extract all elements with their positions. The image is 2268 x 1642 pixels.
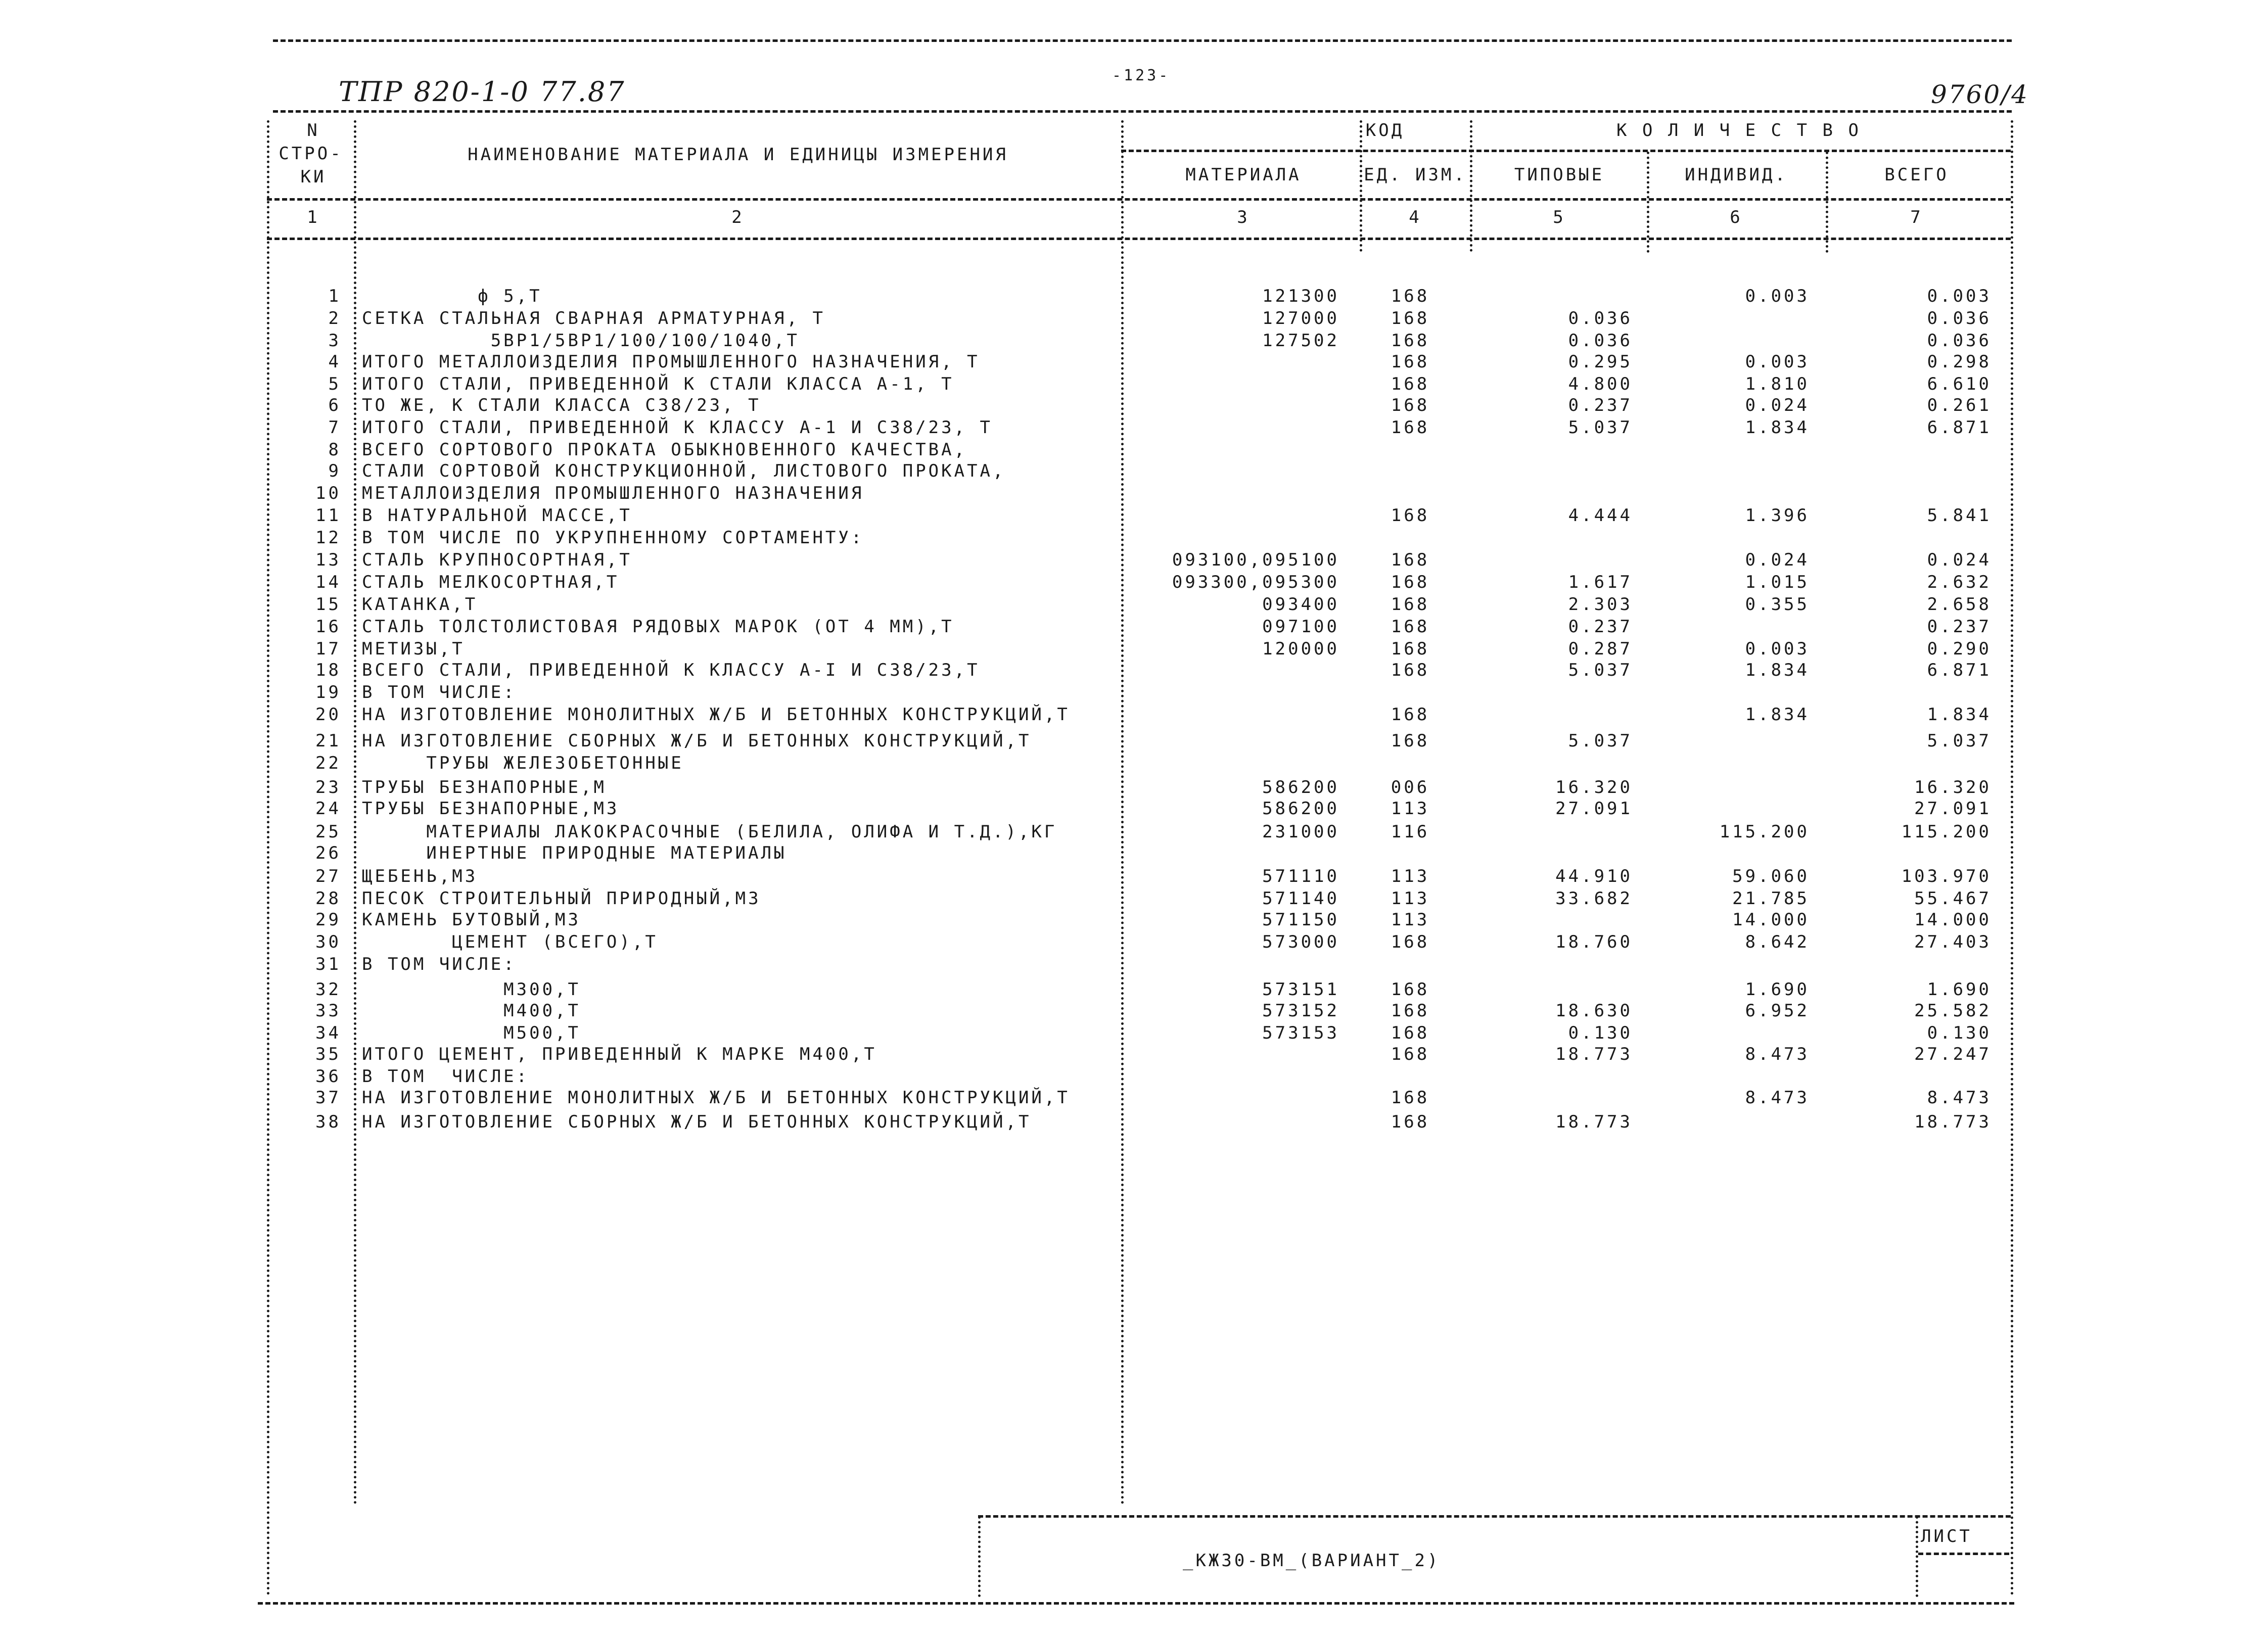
header-underline	[273, 110, 2012, 113]
row-typical: 4.800	[1568, 374, 1633, 394]
col-n-header-line3: КИ	[300, 167, 327, 187]
row-number: 27	[315, 866, 341, 886]
row-total: 0.298	[1927, 352, 1992, 372]
row-name: СТАЛИ СОРТОВОЙ КОНСТРУКЦИОННОЙ, ЛИСТОВОГО ПРОКАТА,	[362, 461, 1006, 481]
row-name: МЕТАЛЛОИЗДЕЛИЯ ПРОМЫШЛЕННОГО НАЗНАЧЕНИЯ	[362, 483, 864, 503]
row-total: 0.130	[1927, 1023, 1992, 1043]
row-name: В ТОМ ЧИСЛЕ:	[362, 1066, 530, 1087]
header-group-rule	[1121, 150, 2011, 152]
row-number: 11	[315, 505, 341, 526]
row-code: 231000	[1262, 822, 1339, 842]
row-typical: 5.037	[1568, 731, 1633, 751]
row-code: 573000	[1262, 932, 1339, 952]
row-typical: 0.237	[1568, 395, 1633, 415]
col-qty-individual-header: ИНДИВИД.	[1685, 165, 1788, 185]
col-number-3: 3	[1237, 207, 1250, 227]
row-typical: 1.617	[1568, 572, 1633, 592]
row-name: СТАЛЬ ТОЛСТОЛИСТОВАЯ РЯДОВЫХ МАРОК (ОТ 4 ММ),Т	[362, 617, 954, 637]
row-unit: 168	[1391, 417, 1430, 438]
col-number-4: 4	[1409, 207, 1422, 227]
row-typical: 44.910	[1555, 866, 1633, 886]
row-number: 23	[315, 777, 341, 797]
row-typical: 33.682	[1555, 888, 1633, 909]
row-unit: 168	[1391, 1001, 1430, 1021]
col-name-divider	[1121, 120, 1124, 1505]
row-unit: 168	[1391, 932, 1430, 952]
row-unit: 168	[1391, 617, 1430, 637]
row-number: 10	[315, 483, 341, 503]
row-total: 16.320	[1914, 777, 1992, 797]
row-name: МЕТИЗЫ,Т	[362, 639, 465, 659]
row-total: 6.871	[1927, 660, 1992, 680]
row-name: КАТАНКА,Т	[362, 594, 478, 615]
row-name: СЕТКА СТАЛЬНАЯ СВАРНАЯ АРМАТУРНАЯ, Т	[362, 308, 825, 329]
row-name: КАМЕНЬ БУТОВЫЙ,М3	[362, 910, 581, 930]
row-code: 571110	[1262, 866, 1339, 886]
row-name: ИНЕРТНЫЕ ПРИРОДНЫЕ МАТЕРИАЛЫ	[362, 843, 787, 863]
row-individual: 0.024	[1745, 395, 1810, 415]
row-number: 30	[315, 932, 341, 952]
top-border-line	[273, 39, 2012, 42]
sheet-label-divider	[1916, 1516, 1918, 1597]
row-total: 2.658	[1927, 594, 1992, 615]
row-individual: 0.003	[1745, 352, 1810, 372]
row-unit: 168	[1391, 639, 1430, 659]
row-number: 16	[315, 617, 341, 637]
row-name: ИТОГО ЦЕМЕНТ, ПРИВЕДЕННЫЙ К МАРКЕ М400,Т	[362, 1044, 877, 1064]
row-unit: 168	[1391, 308, 1430, 329]
row-individual: 8.642	[1745, 932, 1810, 952]
row-typical: 18.760	[1555, 932, 1633, 952]
row-number: 8	[328, 440, 341, 460]
row-typical: 27.091	[1555, 799, 1633, 819]
col-qty-total-header: ВСЕГО	[1884, 165, 1949, 185]
row-number: 38	[315, 1112, 341, 1132]
row-individual: 1.810	[1745, 374, 1810, 394]
row-name: М400,Т	[362, 1001, 581, 1021]
row-individual: 6.952	[1745, 1001, 1810, 1021]
row-total: 0.036	[1927, 308, 1992, 329]
row-unit: 168	[1391, 594, 1430, 615]
row-number: 24	[315, 799, 341, 819]
row-total: 0.237	[1927, 617, 1992, 637]
row-individual: 1.396	[1745, 505, 1810, 526]
row-name: СТАЛЬ КРУПНОСОРТНАЯ,Т	[362, 550, 632, 570]
row-code: 586200	[1262, 799, 1339, 819]
row-unit: 113	[1391, 888, 1430, 909]
row-total: 1.690	[1927, 979, 1992, 1000]
row-total: 6.871	[1927, 417, 1992, 438]
row-unit: 168	[1391, 395, 1430, 415]
row-unit: 168	[1391, 705, 1430, 725]
row-unit: 168	[1391, 331, 1430, 351]
row-name: ЩЕБЕНЬ,М3	[362, 866, 478, 886]
row-code: 573153	[1262, 1023, 1339, 1043]
row-number: 22	[315, 753, 341, 773]
row-unit: 113	[1391, 910, 1430, 930]
row-total: 27.091	[1914, 799, 1992, 819]
col-number-1: 1	[307, 207, 320, 227]
row-number: 26	[315, 843, 341, 863]
row-number: 37	[315, 1088, 341, 1108]
row-individual: 1.834	[1745, 705, 1810, 725]
row-number: 29	[315, 910, 341, 930]
col-code-material-header: МАТЕРИАЛА	[1185, 165, 1302, 185]
row-code: 573152	[1262, 1001, 1339, 1021]
row-number: 12	[315, 528, 341, 548]
row-total: 5.037	[1927, 731, 1992, 751]
row-unit: 168	[1391, 731, 1430, 751]
col-qty-group-header: К О Л И Ч Е С Т В О	[1616, 120, 1861, 140]
col-number-7: 7	[1910, 207, 1923, 227]
row-typical: 0.036	[1568, 308, 1633, 329]
row-code: 127502	[1262, 331, 1339, 351]
row-unit: 116	[1391, 822, 1430, 842]
row-individual: 8.473	[1745, 1044, 1810, 1064]
sheet-label: ЛИСТ	[1921, 1526, 1972, 1546]
col-code-unit-header: ЕД. ИЗМ.	[1364, 165, 1467, 185]
row-total: 14.000	[1914, 910, 1992, 930]
row-code: 571150	[1262, 910, 1339, 930]
row-total: 0.290	[1927, 639, 1992, 659]
row-individual: 0.355	[1745, 594, 1810, 615]
row-number: 35	[315, 1044, 341, 1064]
row-code: 093400	[1262, 594, 1339, 615]
row-typical: 0.237	[1568, 617, 1633, 637]
row-total: 103.970	[1901, 866, 1992, 886]
row-total: 25.582	[1914, 1001, 1992, 1021]
row-typical: 18.630	[1555, 1001, 1633, 1021]
row-unit: 168	[1391, 1023, 1430, 1043]
row-unit: 168	[1391, 660, 1430, 680]
row-name: ИТОГО СТАЛИ, ПРИВЕДЕННОЙ К КЛАССУ А-1 И С38/23, Т	[362, 417, 993, 438]
row-number: 3	[328, 331, 341, 351]
row-number: 19	[315, 682, 341, 702]
row-number: 17	[315, 639, 341, 659]
row-total: 27.247	[1914, 1044, 1992, 1064]
row-total: 0.003	[1927, 286, 1992, 306]
row-code: 093100,095100	[1172, 550, 1339, 570]
col-number-2: 2	[731, 207, 745, 227]
row-total: 115.200	[1901, 822, 1992, 842]
row-number: 15	[315, 594, 341, 615]
sheet-label-rule	[1918, 1553, 2009, 1555]
stamp-code: _КЖ30-ВМ_(ВАРИАНТ_2)	[1183, 1551, 1441, 1571]
row-name: ИТОГО МЕТАЛЛОИЗДЕЛИЯ ПРОМЫШЛЕННОГО НАЗНАЧЕНИЯ, Т	[362, 352, 980, 372]
row-individual: 1.834	[1745, 660, 1810, 680]
row-name: В ТОМ ЧИСЛЕ:	[362, 682, 517, 702]
row-number: 4	[328, 352, 341, 372]
row-total: 2.632	[1927, 572, 1992, 592]
row-name: 5ВР1/5ВР1/100/100/1040,Т	[362, 331, 800, 351]
row-unit: 168	[1391, 505, 1430, 526]
row-number: 13	[315, 550, 341, 570]
row-name: ВСЕГО СОРТОВОГО ПРОКАТА ОБЫКНОВЕННОГО КАЧЕСТВА,	[362, 440, 967, 460]
row-individual: 8.473	[1745, 1088, 1810, 1108]
row-total: 18.773	[1914, 1112, 1992, 1132]
row-unit: 168	[1391, 572, 1430, 592]
row-total: 27.403	[1914, 932, 1992, 952]
row-typical: 4.444	[1568, 505, 1633, 526]
row-name: ПЕСОК СТРОИТЕЛЬНЫЙ ПРИРОДНЫЙ,М3	[362, 888, 761, 909]
row-code: 121300	[1262, 286, 1339, 306]
row-typical: 2.303	[1568, 594, 1633, 615]
row-code: 097100	[1262, 617, 1339, 637]
row-unit: 168	[1391, 286, 1430, 306]
row-total: 0.024	[1927, 550, 1992, 570]
row-code: 127000	[1262, 308, 1339, 329]
row-number: 34	[315, 1023, 341, 1043]
row-number: 20	[315, 705, 341, 725]
row-total: 1.834	[1927, 705, 1992, 725]
row-unit: 168	[1391, 1088, 1430, 1108]
row-unit: 113	[1391, 866, 1430, 886]
row-total: 0.261	[1927, 395, 1992, 415]
row-name: ф 5,Т	[362, 286, 542, 306]
page-number: -123-	[1112, 67, 1171, 84]
row-individual: 21.785	[1732, 888, 1810, 909]
row-name: В НАТУРАЛЬНОЙ МАССЕ,Т	[362, 505, 632, 526]
row-individual: 0.003	[1745, 639, 1810, 659]
row-unit: 168	[1391, 979, 1430, 1000]
row-unit: 168	[1391, 352, 1430, 372]
col-n-divider	[354, 120, 356, 1505]
row-individual: 115.200	[1719, 822, 1810, 842]
row-unit: 113	[1391, 799, 1430, 819]
row-number: 18	[315, 660, 341, 680]
row-number: 5	[328, 374, 341, 394]
row-typical: 0.130	[1568, 1023, 1633, 1043]
row-unit: 168	[1391, 550, 1430, 570]
row-unit: 168	[1391, 1112, 1430, 1132]
col-n-header-line1: N	[307, 120, 320, 140]
row-name: В ТОМ ЧИСЛЕ:	[362, 954, 517, 974]
row-typical: 18.773	[1555, 1044, 1633, 1064]
col-qty-typical-header: ТИПОВЫЕ	[1514, 165, 1605, 185]
row-individual: 1.015	[1745, 572, 1810, 592]
row-name: НА ИЗГОТОВЛЕНИЕ СБОРНЫХ Ж/Б И БЕТОННЫХ КОНСТРУКЦИЙ,Т	[362, 1112, 1032, 1132]
row-number: 1	[328, 286, 341, 306]
row-number: 32	[315, 979, 341, 1000]
row-number: 7	[328, 417, 341, 438]
row-number: 25	[315, 822, 341, 842]
row-total: 0.036	[1927, 331, 1992, 351]
row-number: 31	[315, 954, 341, 974]
row-total: 6.610	[1927, 374, 1992, 394]
row-total: 55.467	[1914, 888, 1992, 909]
row-typical: 16.320	[1555, 777, 1633, 797]
bottom-border-line	[258, 1602, 2014, 1605]
header-bottom-rule	[267, 198, 2011, 201]
row-typical: 18.773	[1555, 1112, 1633, 1132]
row-name: М300,Т	[362, 979, 581, 1000]
row-number: 28	[315, 888, 341, 909]
row-number: 2	[328, 308, 341, 329]
column-numbers-rule	[267, 238, 2011, 240]
row-name: МАТЕРИАЛЫ ЛАКОКРАСОЧНЫЕ (БЕЛИЛА, ОЛИФА И Т.Д.),КГ	[362, 822, 1057, 842]
row-total: 8.473	[1927, 1088, 1992, 1108]
row-name: ТРУБЫ БЕЗНАПОРНЫЕ,М3	[362, 799, 620, 819]
row-name: М500,Т	[362, 1023, 581, 1043]
row-individual: 1.690	[1745, 979, 1810, 1000]
row-number: 6	[328, 395, 341, 415]
row-name: ЦЕМЕНТ (ВСЕГО),Т	[362, 932, 658, 952]
row-typical: 5.037	[1568, 660, 1633, 680]
row-number: 9	[328, 461, 341, 481]
col-number-6: 6	[1730, 207, 1743, 227]
row-name: НА ИЗГОТОВЛЕНИЕ МОНОЛИТНЫХ Ж/Б И БЕТОННЫХ КОНСТРУКЦИЙ,Т	[362, 705, 1070, 725]
table-right-border	[2011, 120, 2013, 1596]
row-unit: 006	[1391, 777, 1430, 797]
stamp-left-border	[978, 1516, 981, 1597]
row-unit: 168	[1391, 1044, 1430, 1064]
archive-number: 9760/4	[1931, 80, 2029, 109]
row-number: 36	[315, 1066, 341, 1087]
row-total: 5.841	[1927, 505, 1992, 526]
row-number: 33	[315, 1001, 341, 1021]
row-name: НА ИЗГОТОВЛЕНИЕ СБОРНЫХ Ж/Б И БЕТОННЫХ КОНСТРУКЦИЙ,Т	[362, 731, 1032, 751]
row-number: 21	[315, 731, 341, 751]
row-name: ТРУБЫ ЖЕЛЕЗОБЕТОННЫЕ	[362, 753, 684, 773]
row-individual: 14.000	[1732, 910, 1810, 930]
row-number: 14	[315, 572, 341, 592]
row-unit: 168	[1391, 374, 1430, 394]
col-number-5: 5	[1553, 207, 1566, 227]
row-code: 093300,095300	[1172, 572, 1339, 592]
row-code: 571140	[1262, 888, 1339, 909]
row-individual: 59.060	[1732, 866, 1810, 886]
table-left-border	[267, 120, 269, 1596]
row-individual: 1.834	[1745, 417, 1810, 438]
col-name-header: НАИМЕНОВАНИЕ МАТЕРИАЛА И ЕДИНИЦЫ ИЗМЕРЕНИЯ	[468, 145, 1008, 165]
col-code-group-header: КОД	[1365, 120, 1405, 140]
doc-code: ТПР 820-1-0 77.87	[339, 76, 626, 108]
row-individual: 0.003	[1745, 286, 1810, 306]
row-typical: 5.037	[1568, 417, 1633, 438]
row-name: СТАЛЬ МЕЛКОСОРТНАЯ,Т	[362, 572, 620, 592]
row-name: ТО ЖЕ, К СТАЛИ КЛАССА С38/23, Т	[362, 395, 761, 415]
row-typical: 0.036	[1568, 331, 1633, 351]
row-code: 120000	[1262, 639, 1339, 659]
stamp-top-rule	[978, 1515, 2011, 1518]
row-individual: 0.024	[1745, 550, 1810, 570]
row-name: ИТОГО СТАЛИ, ПРИВЕДЕННОЙ К СТАЛИ КЛАССА А-1, Т	[362, 374, 954, 394]
col-n-header-line2: СТРО-	[279, 144, 343, 164]
row-name: В ТОМ ЧИСЛЕ ПО УКРУПНЕННОМУ СОРТАМЕНТУ:	[362, 528, 864, 548]
row-code: 573151	[1262, 979, 1339, 1000]
row-name: ВСЕГО СТАЛИ, ПРИВЕДЕННОЙ К КЛАССУ А-I И С38/23,Т	[362, 660, 980, 680]
row-name: ТРУБЫ БЕЗНАПОРНЫЕ,М	[362, 777, 607, 797]
row-code: 586200	[1262, 777, 1339, 797]
row-typical: 0.287	[1568, 639, 1633, 659]
row-name: НА ИЗГОТОВЛЕНИЕ МОНОЛИТНЫХ Ж/Б И БЕТОННЫХ КОНСТРУКЦИЙ,Т	[362, 1088, 1070, 1108]
row-typical: 0.295	[1568, 352, 1633, 372]
